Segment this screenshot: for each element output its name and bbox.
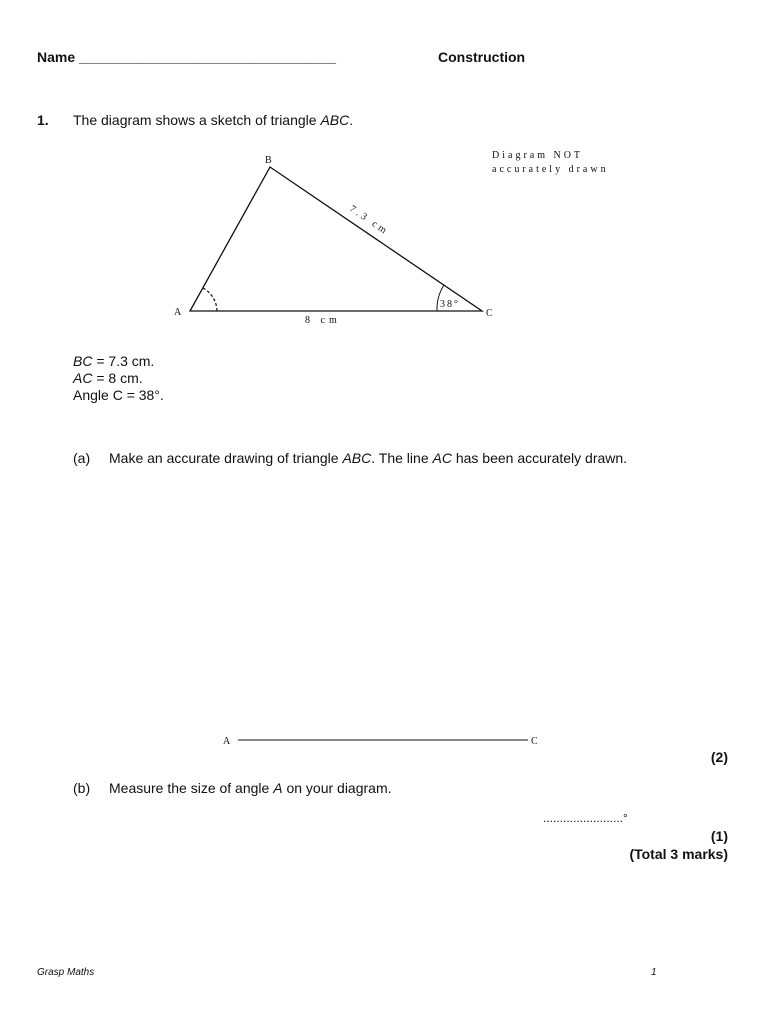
part-a-marks: (2)	[710, 749, 728, 765]
line-label-c: C	[531, 736, 538, 747]
drawing-area[interactable]	[0, 725, 768, 755]
vertex-c-label: C	[486, 308, 493, 319]
triangle-sketch	[0, 0, 768, 340]
ac-length-label: 8 cm	[305, 315, 341, 326]
total-marks: (Total 3 marks)	[629, 846, 728, 862]
part-b-label: (b)	[73, 780, 91, 796]
vertex-a-label: A	[174, 307, 182, 318]
footer-source: Grasp Maths	[37, 967, 95, 978]
part-a-text: Make an accurate drawing of triangle ABC. The line AC has been accurately drawn.	[109, 450, 628, 466]
name-label: Name _________________________________	[37, 49, 336, 65]
givens-list	[73, 353, 164, 404]
answer-line[interactable]: ........................°	[543, 811, 628, 825]
vertex-b-label: B	[265, 155, 272, 166]
question-number: 1.	[37, 112, 49, 128]
angle-c-label: 38°	[440, 299, 460, 310]
topic-title: Construction	[438, 49, 526, 65]
question-intro: The diagram shows a sketch of triangle ABC.	[73, 112, 354, 128]
given-angle-c: Angle C = 38°.	[73, 387, 164, 403]
page-number: 1	[651, 967, 657, 978]
part-b-text: Measure the size of angle A on your diagram.	[109, 780, 392, 796]
given-ac: AC = 8 cm.	[73, 370, 143, 386]
line-label-a: A	[223, 736, 231, 747]
given-bc: BC = 7.3 cm.	[73, 353, 155, 369]
name-line[interactable]: _________________________________	[79, 49, 336, 65]
not-accurate-note: Diagram NOT accurately drawn	[492, 150, 609, 175]
bc-length-label: 7.3 cm	[347, 203, 391, 238]
angle-a-arc	[203, 288, 217, 311]
part-a-label: (a)	[73, 450, 91, 466]
part-b-marks: (1)	[710, 828, 728, 844]
triangle-abc	[190, 167, 482, 311]
